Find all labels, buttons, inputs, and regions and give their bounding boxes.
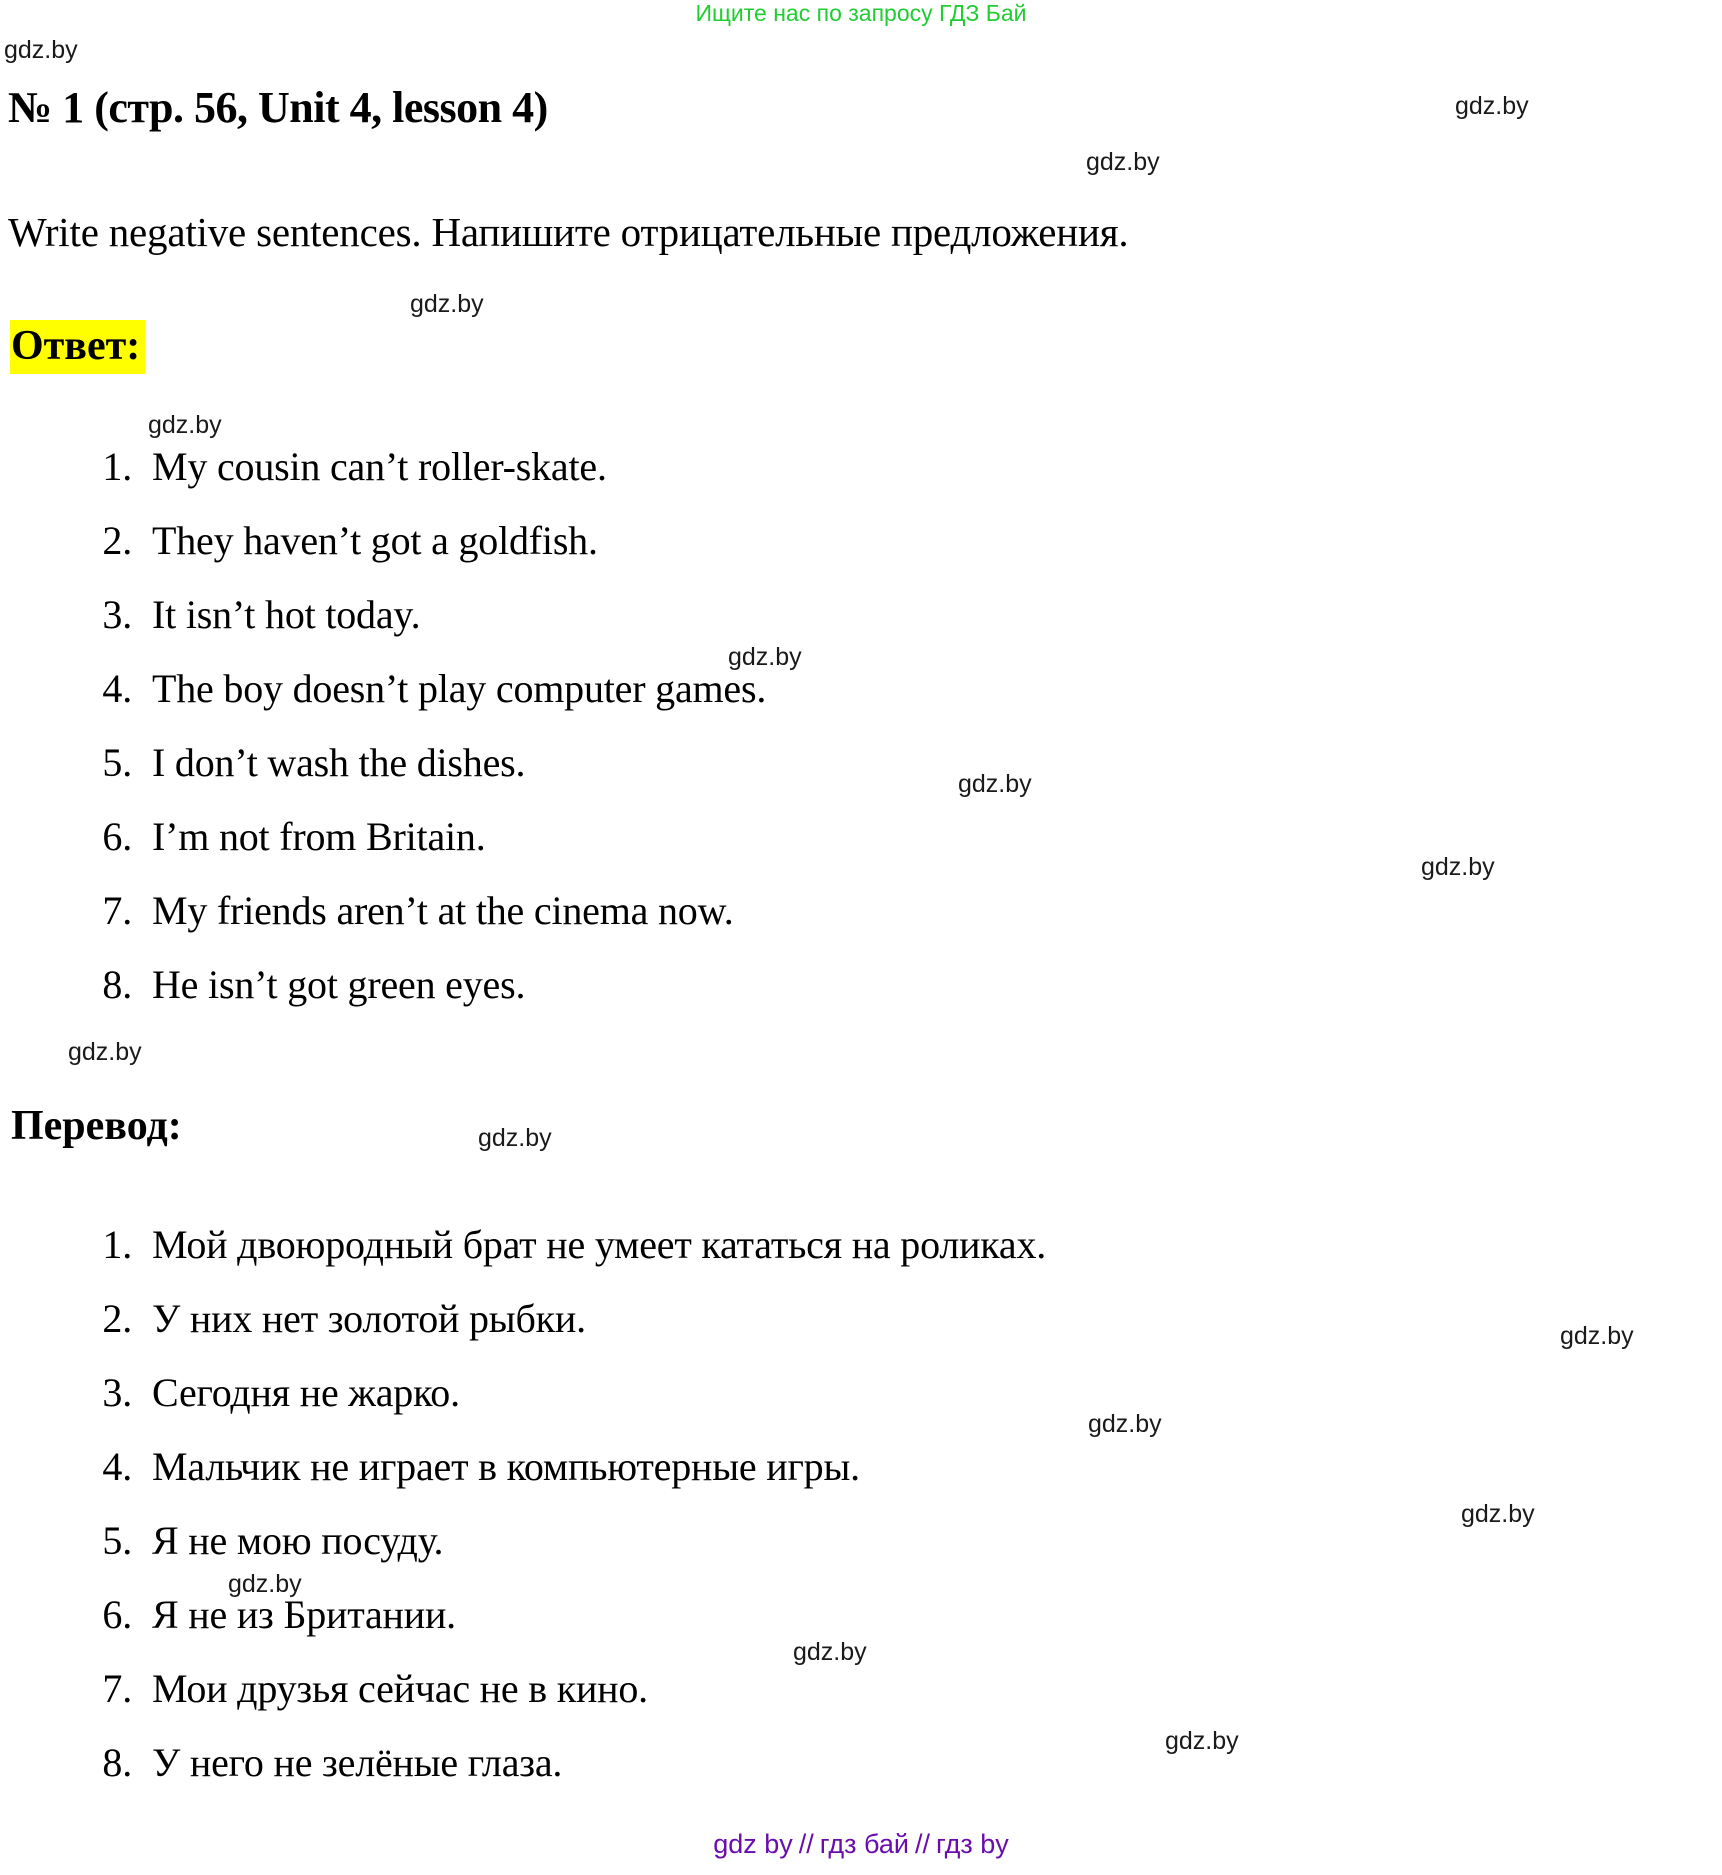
list-item bbox=[70, 1430, 1046, 1504]
watermark-gdz-by: gdz.by bbox=[728, 643, 802, 671]
watermark-gdz-by: gdz.by bbox=[958, 770, 1032, 798]
watermark-gdz-by: gdz.by bbox=[148, 411, 222, 439]
list-item bbox=[70, 1208, 1046, 1282]
list-item bbox=[70, 504, 766, 578]
list-item-number: 4. bbox=[102, 666, 132, 711]
list-item-text: The boy doesn’t play computer games. bbox=[152, 666, 767, 711]
list-item-number: 2. bbox=[102, 1296, 132, 1341]
list-item-number: 5. bbox=[102, 1518, 132, 1563]
list-item bbox=[70, 652, 766, 726]
footer-separator: // bbox=[798, 1829, 814, 1859]
list-item-number: 8. bbox=[102, 962, 132, 1007]
list-item-text: Мой двоюродный брат не умеет кататься на роликах. bbox=[152, 1222, 1047, 1267]
list-item-text: My friends aren’t at the cinema now. bbox=[152, 888, 734, 933]
list-item-number: 7. bbox=[102, 888, 132, 933]
list-item bbox=[70, 874, 766, 948]
list-item-text: Мальчик не играет в компьютерные игры. bbox=[152, 1444, 860, 1489]
list-item bbox=[70, 1578, 1046, 1652]
translation-heading: Перевод: bbox=[11, 1103, 182, 1149]
list-item-text: It isn’t hot today. bbox=[152, 592, 421, 637]
watermark-gdz-by: gdz.by bbox=[1560, 1322, 1634, 1350]
watermark-gdz-by: gdz.by bbox=[410, 290, 484, 318]
watermark-gdz-by: gdz.by bbox=[228, 1570, 302, 1598]
watermark-gdz-by: gdz.by bbox=[1461, 1500, 1535, 1528]
footer-links bbox=[0, 1828, 1722, 1860]
list-item-text: У него не зелёные глаза. bbox=[152, 1740, 563, 1785]
task-instruction: Write negative sentences. Напишите отрицательные предложения. bbox=[8, 209, 1129, 255]
answer-heading: Ответ: bbox=[10, 320, 145, 374]
list-item-text: They haven’t got a goldfish. bbox=[152, 518, 598, 563]
list-item bbox=[70, 430, 766, 504]
list-item-text: Я не из Британии. bbox=[152, 1592, 456, 1637]
list-item bbox=[70, 1726, 1046, 1800]
list-item-text: I’m not from Britain. bbox=[152, 814, 486, 859]
footer-link[interactable]: gdz by bbox=[713, 1829, 793, 1859]
list-item-text: У них нет золотой рыбки. bbox=[152, 1296, 586, 1341]
list-item bbox=[70, 1356, 1046, 1430]
list-item bbox=[70, 1652, 1046, 1726]
list-item-text: My cousin can’t roller-skate. bbox=[152, 444, 607, 489]
list-item bbox=[70, 1504, 1046, 1578]
list-item-text: Сегодня не жарко. bbox=[152, 1370, 460, 1415]
list-item-number: 2. bbox=[102, 518, 132, 563]
list-item bbox=[70, 578, 766, 652]
list-item-text: I don’t wash the dishes. bbox=[152, 740, 526, 785]
list-item-number: 6. bbox=[102, 1592, 132, 1637]
watermark-gdz-by: gdz.by bbox=[793, 1638, 867, 1666]
list-item-number: 3. bbox=[102, 592, 132, 637]
watermark-gdz-by: gdz.by bbox=[1086, 148, 1160, 176]
watermark-gdz-by: gdz.by bbox=[68, 1038, 142, 1066]
list-item-number: 7. bbox=[102, 1666, 132, 1711]
list-item bbox=[70, 948, 766, 1022]
answer-sentence-list bbox=[70, 430, 766, 1022]
watermark-gdz-by: gdz.by bbox=[4, 36, 78, 64]
list-item-number: 1. bbox=[102, 1222, 132, 1267]
list-item-number: 6. bbox=[102, 814, 132, 859]
list-item-text: He isn’t got green eyes. bbox=[152, 962, 526, 1007]
watermark-gdz-by: gdz.by bbox=[1165, 1727, 1239, 1755]
list-item bbox=[70, 1282, 1046, 1356]
exercise-title: № 1 (стр. 56, Unit 4, lesson 4) bbox=[8, 83, 548, 132]
list-item-text: Я не мою посуду. bbox=[152, 1518, 444, 1563]
list-item-text: Мои друзья сейчас не в кино. bbox=[152, 1666, 648, 1711]
list-item-number: 4. bbox=[102, 1444, 132, 1489]
watermark-gdz-by: gdz.by bbox=[1088, 1410, 1162, 1438]
footer-link[interactable]: гдз by bbox=[936, 1829, 1009, 1859]
list-item-number: 1. bbox=[102, 444, 132, 489]
footer-link[interactable]: гдз бай bbox=[819, 1829, 909, 1859]
translation-sentence-list bbox=[70, 1208, 1046, 1800]
list-item-number: 3. bbox=[102, 1370, 132, 1415]
list-item bbox=[70, 800, 766, 874]
promo-banner: Ищите нас по запросу ГДЗ Бай bbox=[695, 0, 1027, 26]
list-item bbox=[70, 726, 766, 800]
watermark-gdz-by: gdz.by bbox=[1455, 92, 1529, 120]
watermark-gdz-by: gdz.by bbox=[1421, 853, 1495, 881]
list-item-number: 8. bbox=[102, 1740, 132, 1785]
watermark-gdz-by: gdz.by bbox=[478, 1124, 552, 1152]
footer-separator: // bbox=[914, 1829, 930, 1859]
list-item-number: 5. bbox=[102, 740, 132, 785]
